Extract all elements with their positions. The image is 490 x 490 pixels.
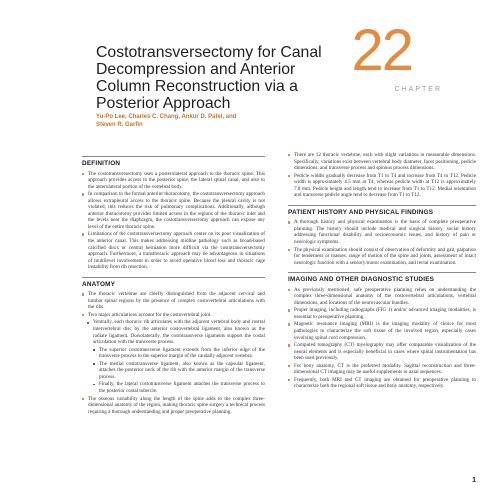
list-item: For bony anatomy, CT is the preferred modality. Sagittal reconstruction and three-dimensional CT imaging may be useful supplements in axial sequences. [288, 363, 476, 376]
list-item: Ventrally, each thoracic rib articulates with the adjacent vertebral body and rostral intervertebral disc by the anterior costovertebral ligament, also known as the radiate ligament. Dorsolaterally, the costotransverse ligaments support the costal articulation with the transverse process. [82, 319, 265, 345]
list-item: A thorough history and physical examination is the basis of complete preoperative planning. The history should include medical and surgical history, social history addressing functional disability and socioeconomic issues, and history of pain or neurologic symptoms. [288, 219, 476, 245]
history-list [288, 219, 476, 266]
list-item: The costotransversectomy uses a posterolateral approach to the thoracic spine. This approach provides access to the posterior spine, the lateral spinal canal, and also to the anterolateral portion of the vertebral body. [82, 171, 265, 191]
right-column [288, 152, 476, 391]
list-item: The physical examination should consist of observation of deformity and gait, palpation for tenderness or masses, range of motion of the spine and joints, assessment of intact neurologic function with a sensory/motor examination, and rectal examination. [288, 247, 476, 267]
page-number: 1 [472, 477, 476, 484]
definition-list [82, 171, 265, 271]
list-item: There are 12 thoracic vertebrae, each with slight variations in measurable dimensions. Specifically, variations exist between vertebral body diameter, facet positioning, pedicle dimensions, and transverse process and spinous process dimensions. [288, 152, 476, 172]
section-heading-imaging: IMAGING AND OTHER DIAGNOSTIC STUDIES [288, 272, 476, 284]
list-item: Two major articulations account for the costovertebral joint. [82, 312, 265, 319]
list-item: The osseous variability along the length of the spine adds to the complex three-dimensional anatomy of the region, making thoracic spine surgery a technical process requiring a thorough understanding and proper preoperative planning. [82, 396, 265, 416]
anatomy-list [82, 291, 265, 415]
list-item: Pedicle widths gradually decrease from T1 to T4 and increase from T4 to T12. Pedicle width is approximately 4.5 mm at T4, whereas pedicle width at T12 is approximately 7.8 mm. Pedicle height and length tend to increase from T1 to T12. Medial orientation and transverse pedicle angle tend to decrease from T1 to T12. [288, 173, 476, 199]
list-item: Proper imaging, including radiographs (FIG 1) and/or advanced imaging modalities, is essential to preoperative planning. [288, 307, 476, 320]
anatomy-continued-list [288, 152, 476, 199]
title-line: Posterior Approach [96, 95, 231, 112]
section-heading-anatomy: ANATOMY [82, 277, 265, 289]
title-line: Column Reconstruction via a [96, 78, 298, 95]
list-item: Frequently, both MRI and CT imaging are obtained for preoperative planning to characterize both the regional soft tissue and bony anatomy, respectively. [288, 377, 476, 390]
section-heading-history: PATIENT HISTORY AND PHYSICAL FINDINGS [288, 205, 476, 217]
authors-line: Yu-Po Lee, Charles C. Chang, Ankur D. Patel, and [96, 114, 237, 120]
list-item: The superior costotransverse ligament extends from the inferior edge of the transverse process to the superior margin of the caudally adjacent vertebra. [82, 347, 265, 360]
section-heading-definition: DEFINITION [82, 156, 265, 168]
authors [96, 113, 236, 129]
list-item: Computed tomography (CT) myelography may offer comparable visualization of the neural elements and is especially beneficial in cases where spinal instrumentation has been used previously. [288, 342, 476, 362]
chapter-label: CHAPTER [394, 86, 442, 93]
title-line: Decompression and Anterior [96, 61, 296, 78]
list-item: Limitations of the costotransversectomy approach center on its poor visualization of the anterior canal. This makes addressing midline pathology such as broad-based calcified discs or central herniation more difficult via the costotransversectomy approach. Furthermore, a transthoracic approach may be advantageous in situations of multilevel involvement in order to avoid operative blood loss and thoracic cage instability from rib resection. [82, 231, 265, 270]
list-item: The thoracic vertebrae are chiefly distinguished from the adjacent cervical and lumbar spinal regions by the presence of complex costovertebral articulations with the ribs. [82, 291, 265, 311]
chapter-number: 22 [351, 18, 412, 83]
chapter-title [96, 44, 366, 112]
list-item: As previously mentioned, safe preoperative planning relies on understanding the complex three-dimensional anatomy of the costovertebral articulations, vertebral dimensions, and locations of the neurovascular bundles. [288, 287, 476, 307]
title-line: Costotransversectomy for Canal [96, 44, 322, 61]
authors-line: Steven R. Garfin [96, 122, 143, 128]
list-item: In comparison to the formal anterior thoracotomy, the costotransversectomy approach allows extrapleural access to the thoracic spine. Because the pleural cavity is not violated, this reduces the risk of pulmonary complications. Additionally, although anterior thoracotomy provides limited access in the regions of the thoracic inlet and the levels near the diaphragm, the costotransversectomy approach can expose any level of the entire thoracic spine. [82, 191, 265, 230]
left-column [82, 150, 265, 416]
imaging-list [288, 287, 476, 390]
list-item: Finally, the lateral costotransverse ligament attaches the transverse process to the posterior costal tubercle. [82, 381, 265, 394]
list-item: The medial costotransverse ligament, also known as the capsular ligament, attaches the posterior neck of the rib with the anterior margin of the transverse process. [82, 361, 265, 381]
list-item: Magnetic resonance imaging (MRI) is the imaging modality of choice for most pathologies to characterize the soft tissue of the involved region, especially cases involving spinal cord compression. [288, 321, 476, 341]
